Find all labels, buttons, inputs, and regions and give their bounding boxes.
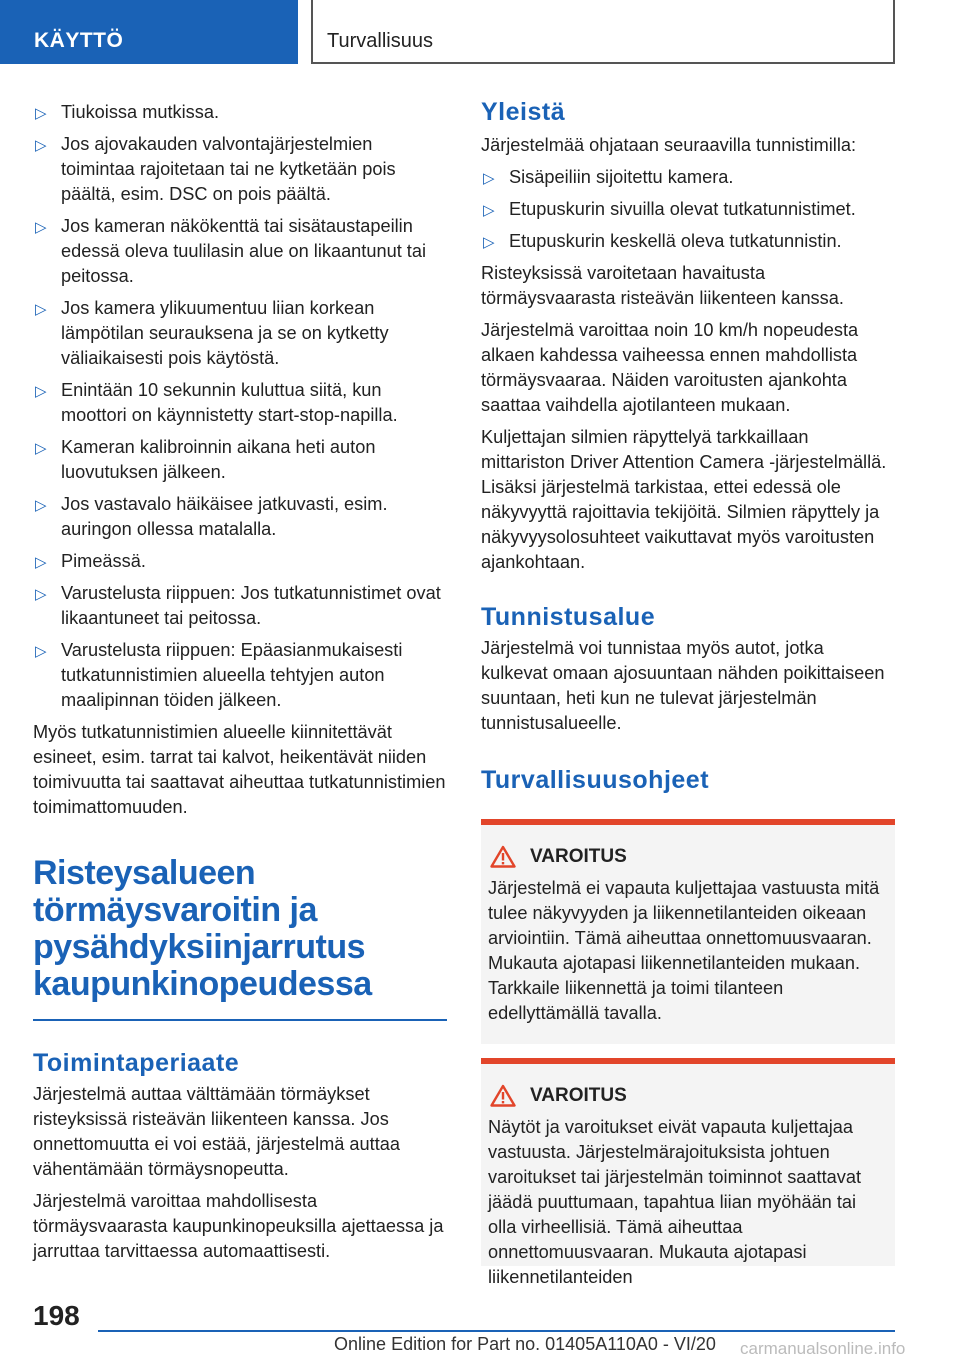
sensor-list (481, 165, 895, 254)
list-item: ▷ Etupuskurin keskellä oleva tutkatunnistin. (481, 229, 895, 254)
principle-paragraph-2: Järjestelmä varoittaa mahdollisesta törmäysvaarasta kaupunkinopeuksilla ajettaessa ja jarruttaa tarvittaessa automaattisesti. (33, 1191, 444, 1261)
watermark: carmanualsonline.info (740, 1339, 906, 1358)
sensors-paragraph: Myös tutkatunnistimien alueelle kiinnitettävät esineet, esim. tarrat tai kalvot, heikentävät niiden toimivuutta tai saattavat aiheuttaa tutkatunnistimien toimimattomuuden. (33, 722, 446, 817)
principle-paragraph-1: Järjestelmä auttaa välttämään törmäykset risteyksissä risteävän liikenteen kanssa. Jos onnettomuutta ei voi estää, järjestelmä auttaa vähentämään törmäysnopeutta. (33, 1084, 401, 1179)
detection-paragraph: Järjestelmä voi tunnistaa myös autot, jotka kulkevat omaan ajosuuntaan nähden poikittaiseen suuntaan, heti kun ne tulevat järjestelmän tunnistusalueelle. (481, 638, 885, 733)
list-item: ▷ Varustelusta riippuen: Jos tutkatunnistimet ovat likaantuneet tai peitossa. (35, 583, 441, 628)
triangle-bullet-icon: ▷ (35, 137, 47, 154)
detection-heading: Tunnistusalue (481, 603, 656, 631)
general-paragraph-2: Järjestelmä varoittaa noin 10 km/h nopeudesta alkaen kahdessa vaiheessa ennen mahdollista törmäysvaaraa. Näiden varoitusten ajankohta saattaa vaihdella ajotilanteen mukaan. (481, 320, 859, 415)
list-item: ▷ Varustelusta riippuen: Epäasianmukaisesti tutkatunnistimien alueella tehtyjen auton maalipinnan töiden jälkeen. (35, 640, 403, 710)
list-item: ▷ Enintään 10 sekunnin kuluttua siitä, kun moottori on käynnistetty start-stop-napilla. (35, 380, 398, 425)
warning-title: VAROITUS (530, 1084, 627, 1106)
triangle-bullet-icon: ▷ (483, 202, 495, 219)
warning-header (490, 845, 887, 868)
warning-text: Järjestelmä ei vapauta kuljettajaa vastuusta mitä tulee näkyvyyden ja liikennetilanteiden oikeaan arviointiin. Tämä aiheuttaa onnettomuusvaaran. Mukauta ajotapasi liikennetilanteiden mukaan. Tarkkaile liikennettä ja toimi tilanteen edellyttämällä tavalla. (488, 878, 880, 1023)
list-item: ▷ Etupuskurin sivuilla olevat tutkatunnistimet. (481, 197, 895, 222)
warning-triangle-icon (490, 845, 516, 868)
triangle-bullet-icon: ▷ (35, 301, 47, 318)
triangle-bullet-icon: ▷ (35, 643, 47, 660)
triangle-bullet-icon: ▷ (35, 219, 47, 236)
triangle-bullet-icon: ▷ (35, 554, 47, 571)
list-item: ▷ Jos vastavalo häikäisee jatkuvasti, esim. auringon ollessa matalalla. (35, 494, 388, 539)
list-item: ▷ Jos kameran näkökenttä tai sisätaustapeilin edessä oleva tuulilasin alue on likaantunut tai peitossa. (35, 216, 427, 286)
warning-header (490, 1084, 887, 1107)
principle-heading: Toimintaperiaate (33, 1049, 240, 1077)
warning-text: Näytöt ja varoitukset eivät vapauta kuljettajaa vastuusta. Järjestelmärajoituksista johtuen varoitukset tai järjestelmän toiminnot saattavat jäädä puuttumaan, tapahtua liian myöhään tai olla virheellisiä. Tämä aiheuttaa onnettomuusvaaran. Mukauta ajotapasi liikennetilanteiden (488, 1117, 862, 1287)
list-item: ▷ Sisäpeiliin sijoitettu kamera. (481, 165, 895, 190)
limitations-list (33, 100, 447, 713)
section-heading: Risteysalueen törmäysvaroitin ja pysähdyksiinjarrutus kaupunkinopeudessa (33, 855, 447, 1021)
section-tab[interactable]: KÄYTTÖ (0, 0, 298, 64)
general-paragraph-3: Kuljettajan silmien räpyttelyä tarkkaillaan mittariston Driver Attention Camera -järjestelmällä. Lisäksi järjestelmä tarkistaa, ettei edessä ole näkyvyyttä rajoittavia tekijöitä. Silmien räpyttely ja näkyvyysolosuhteet vaikuttavat myös varoitusten ajankohtaan. (481, 427, 887, 572)
edition-note: Online Edition for Part no. 01405A110A0 - VI/20 (334, 1334, 716, 1354)
left-column (33, 100, 447, 1271)
right-column (481, 98, 895, 1287)
warning-box (481, 1058, 895, 1287)
general-intro: Järjestelmää ohjataan seuraavilla tunnistimilla: (481, 135, 857, 155)
list-item: ▷ Tiukoissa mutkissa. (33, 100, 447, 125)
warning-title: VAROITUS (530, 845, 627, 867)
warning-box (481, 819, 895, 1044)
safety-heading: Turvallisuusohjeet (481, 766, 710, 794)
page-header (0, 0, 960, 66)
warning-triangle-icon (490, 1084, 516, 1107)
triangle-bullet-icon: ▷ (483, 234, 495, 251)
triangle-bullet-icon: ▷ (483, 170, 495, 187)
triangle-bullet-icon: ▷ (35, 586, 47, 603)
general-heading: Yleistä (481, 98, 566, 126)
page-number: 198 (33, 1300, 80, 1331)
list-item: ▷ Jos ajovakauden valvontajärjestelmien toimintaa rajoitetaan tai ne kytketään pois päältä, esim. DSC on pois päältä. (35, 134, 396, 204)
list-item: ▷ Pimeässä. (33, 549, 447, 574)
triangle-bullet-icon: ▷ (35, 105, 47, 122)
triangle-bullet-icon: ▷ (35, 497, 47, 514)
footer-divider (98, 1330, 895, 1332)
triangle-bullet-icon: ▷ (35, 440, 47, 457)
list-item: ▷ Jos kamera ylikuumentuu liian korkean lämpötilan seurauksena ja se on kytketty väliaikaisesti pois käytöstä. (35, 298, 389, 368)
triangle-bullet-icon: ▷ (35, 383, 47, 400)
list-item: ▷ Kameran kalibroinnin aikana heti auton luovutuksen jälkeen. (35, 437, 376, 482)
general-paragraph-1: Risteyksissä varoitetaan havaitusta törmäysvaarasta risteävän liikenteen kanssa. (481, 263, 844, 308)
chapter-title: Turvallisuus (311, 0, 895, 64)
